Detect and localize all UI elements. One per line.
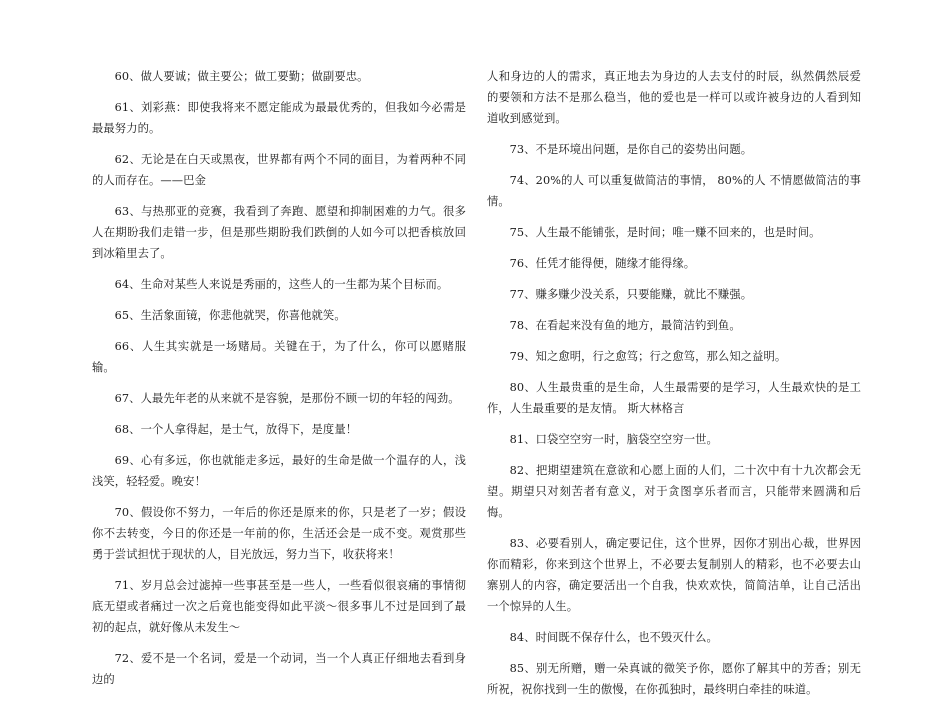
quote-paragraph: 78、在看起来没有鱼的地方，最简洁钓到鱼。 [509,319,741,332]
quote-paragraph: 84、时间既不保存什么，也不毁灭什么。 [509,631,718,644]
right-column [487,66,861,710]
quote-paragraph: 76、任凭才能得便，随缘才能得缘。 [509,257,696,270]
quote-paragraph: 72、爱不是一个名词，爱是一个动词，当一个人真正仔细地去看到身边的 [92,652,466,686]
quote-paragraph: 66、人生其实就是一场赌局。关键在于，为了什么，你可以愿赌服输。 [92,340,466,374]
quote-paragraph: 61、刘彩燕：即使我将来不愿定能成为最最优秀的，但我如今必需是最最努力的。 [92,101,466,135]
quote-paragraph: 60、做人要诚；做主要公；做工要勤；做副要忠。 [114,70,369,83]
quote-paragraph: 74、20%的人 可以重复做简洁的事情， 80%的人 不情愿做简洁的事情。 [487,174,861,208]
quote-paragraph: 70、假设你不努力，一年后的你还是原来的你，只是老了一岁；假设你不去转变，今日的你还是一年前的你，生活还会是一成不变。观赏那些勇于尝试担忧于现状的人，目光放远，努力当下，收获将来！ [92,506,466,561]
quote-paragraph: 81、口袋空空穷一时，脑袋空空穷一世。 [509,433,718,446]
quote-paragraph: 63、与热那亚的竞赛，我看到了奔跑、愿望和抑制困难的力气。很多人在期盼我们走错一步，但是那些期盼我们跌倒的人如今可以把香槟放回到冰箱里去了。 [92,205,466,260]
quote-paragraph: 64、生命对某些人来说是秀丽的，这些人的一生都为某个目标而。 [114,278,449,291]
quote-paragraph: 85、别无所赠，赠一朵真诚的微笑予你，愿你了解其中的芳香；别无所祝，祝你找到一生的傲慢，在你孤独时，最终明白牵挂的味道。 [487,662,861,696]
quote-paragraph: 83、必要看别人，确定要记住，这个世界，因你才别出心裁，世界因你而精彩，你来到这个世界上，不必要去复制别人的精彩，也不必要去山寨别人的内容，确定要活出一个自我，快欢欢快，简简洁单，让自己活出一个惊异的人生。 [487,537,861,613]
left-column [92,66,466,700]
quote-paragraph: 71、岁月总会过滤掉一些事甚至是一些人，一些看似很哀痛的事情彻底无望或者痛过一次之后竟也能变得如此平淡～很多事儿不过是回到了最初的起点，就好像从未发生～ [92,579,466,634]
quote-continuation: 人和身边的人的需求，真正地去为身边的人去支付的时辰，纵然偶然辰爱的要领和方法不是那么稳当，他的爱也是一样可以或许被身边的人看到知道收到感觉到。 [487,70,861,125]
quote-paragraph: 75、人生最不能铺张，是时间；唯一赚不回来的，也是时间。 [509,226,821,239]
quote-paragraph: 62、无论是在白天或黑夜，世界都有两个不同的面目，为着两种不同的人而存在。——巴金 [92,153,466,187]
quote-paragraph: 80、人生最贵重的是生命，人生最需要的是学习，人生最欢快的是工作，人生最重要的是友情。 斯大林格言 [487,381,861,415]
quote-paragraph: 73、不是环境出问题，是你自己的姿势出问题。 [509,143,753,156]
quote-paragraph: 67、人最先年老的从来就不是容貌，是那份不顾一切的年轻的闯劲。 [114,392,460,405]
quote-paragraph: 79、知之愈明，行之愈笃；行之愈笃，那么知之益明。 [509,350,787,363]
quote-paragraph: 68、一个人拿得起，是士气，放得下，是度量！ [114,423,358,436]
quote-paragraph: 65、生活象面镜，你悲他就哭，你喜他就笑。 [114,309,346,322]
quote-paragraph: 82、把期望建筑在意欲和心愿上面的人们，二十次中有十九次都会无望。期望只对刻苦者有意义，对于贪图享乐者而言，只能带来圆满和后悔。 [487,464,861,519]
quote-paragraph: 69、心有多远，你也就能走多远，最好的生命是做一个温存的人，浅浅笑，轻轻爱。晚安！ [92,454,466,488]
quote-paragraph: 77、赚多赚少没关系，只要能赚，就比不赚强。 [509,288,753,301]
